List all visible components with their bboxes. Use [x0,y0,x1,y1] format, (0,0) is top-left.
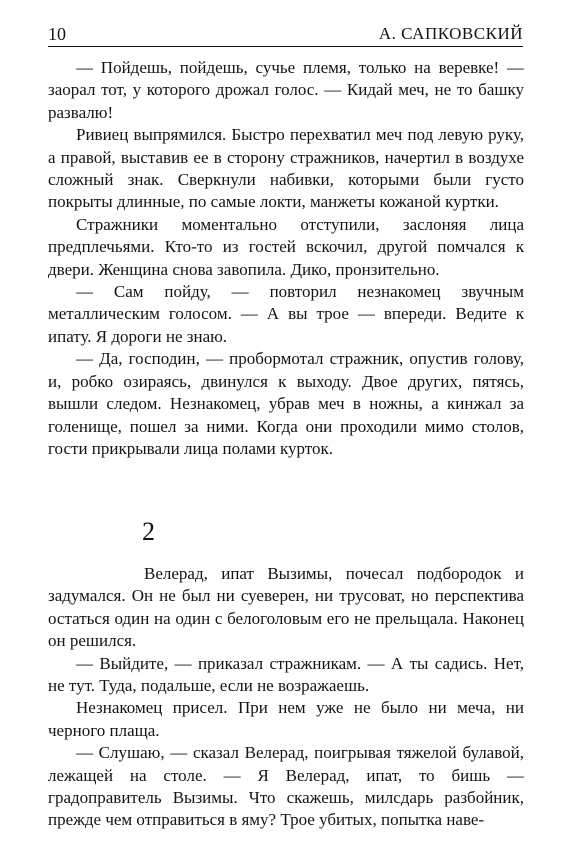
paragraph: — Пойдешь, пойдешь, сучье племя, только на веревке! — заорал тот, у которого дрожал голос. — Кидай меч, не то башку развалю! [48,58,524,122]
paragraph: Велерад, ипат Вызимы, почесал подбородок и задумался. Он не был ни суеверен, ни трусоват, но перспектива остаться один на один с белоголовым его не прельщала. Наконец он решился. [48,564,524,651]
author-name: А. САПКОВСКИЙ [378,24,523,43]
paragraph: — Да, господин, — пробормотал стражник, опустив голову, и, робко озираясь, двинулся к выходу. Двое других, пятясь, вышли следом. Незнакомец, убрав меч в ножны, а кинжал за голенище, пошел за ними. Когда они проходили мимо столов, гости прикрывали лица полами курток. [48,349,524,458]
running-head [48,22,523,47]
chapter-number: 2 [142,517,155,546]
paragraph: Незнакомец присел. При нем уже не было ни меча, ни черного плаща. [48,698,524,740]
text-block-bottom [48,563,524,832]
paragraph: Ривиец выпрямился. Быстро перехватил меч под левую руку, а правой, выставив ее в сторону стражников, начертил в воздухе сложный знак. Сверкнули набивки, которыми были густо покрыты длинные, по самые локти, манжеты кожаной куртки. [48,125,524,212]
paragraph: — Выйдите, — приказал стражникам. — А ты садись. Нет, не тут. Туда, подальше, если не возражаешь. [48,653,524,696]
page-number: 10 [48,24,66,44]
paragraph: Стражники моментально отступили, заслоняя лица предплечьями. Кто-то из гостей вскочил, другой помчался к двери. Женщина снова завопила. Дико, пронзительно. [48,214,524,279]
paragraph: — Сам пойду, — повторил незнакомец звучным металлическим голосом. — А вы трое — впереди. Ведите к ипату. Я дороги не знаю. [48,282,524,346]
text-block-top [48,57,524,460]
paragraph: — Слушаю, — сказал Велерад, поигрывая тяжелой булавой, лежащей на столе. — Я Велерад, ипат, то бишь — градоправитель Вызимы. Что скажешь, милсдарь разбойник, прежде чем отправиться в яму? Трое убитых, попытка наве- [48,743,524,830]
